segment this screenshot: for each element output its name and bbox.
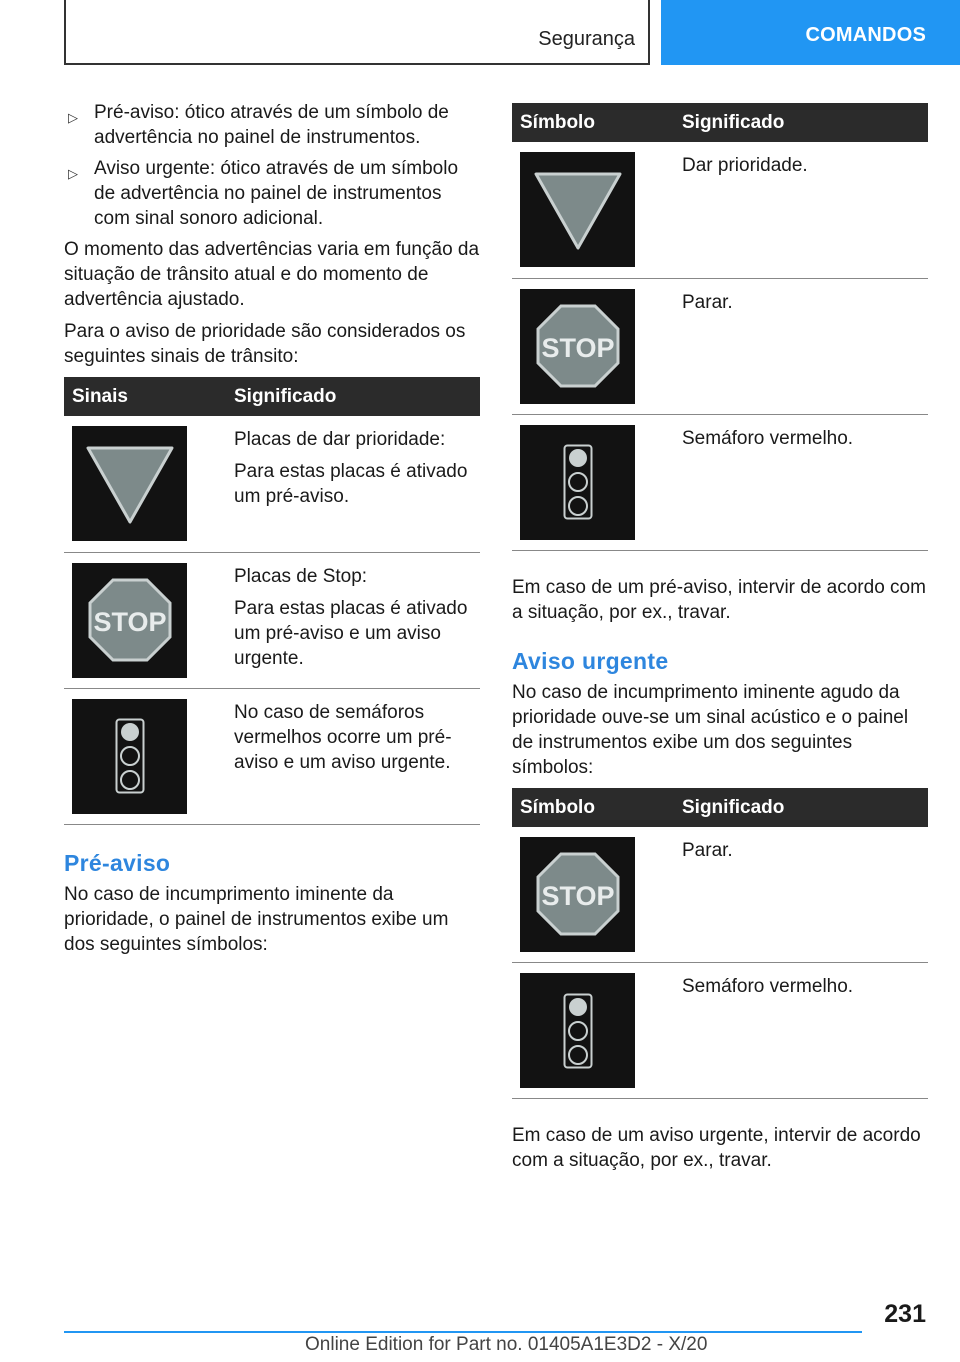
paragraph: O momento das advertências varia em função da situação de trânsito atual e do momento de advertência ajustado. [64,239,480,310]
paragraph: Em caso de um aviso urgente, intervir de acordo com a situação, por ex., travar. [512,1125,921,1171]
cell-text: Dar prioridade. [682,155,808,176]
stop-sign-text: STOP [540,881,615,911]
traffic-light-icon [520,973,635,1088]
urgent-warning-symbols-table [512,788,928,1100]
column-header: Significado [678,788,928,827]
table-row [512,963,928,1099]
column-header: Símbolo [512,788,678,827]
table-row [64,552,480,688]
bullet-triangle-icon: ▷ [68,166,78,181]
header-rule-left [64,0,66,65]
paragraph: Para o aviso de prioridade são considerados os seguintes sinais de trânsito: [64,321,466,367]
paragraph: No caso de incumprimento iminente da prioridade, o painel de instrumentos exibe um dos seguintes símbolos: [64,883,449,955]
yield-sign-icon [72,426,187,541]
traffic-light-icon [72,699,187,814]
header-rule-bottom [64,63,650,65]
stop-sign-icon [520,837,635,952]
table-header [512,103,928,142]
footer-edition: Online Edition for Part no. 01405A1E3D2 - X/20 [305,1334,708,1355]
traffic-light-icon [520,425,635,540]
footer-rule [64,1331,862,1333]
bullet-text: Aviso urgente: ótico através de um símbolo de advertência no painel de instrumentos com sinal sonoro adicional. [94,158,459,229]
column-header: Significado [678,103,928,142]
bullet-pre-warning [64,100,480,150]
cell-text: Semáforo vermelho. [682,427,854,449]
signs-table [64,377,480,825]
cell-text: Semáforo vermelho. [682,976,854,997]
table-header [64,377,480,416]
cell-text: Parar. [682,291,733,313]
bullet-triangle-icon: ▷ [68,110,78,125]
column-header: Símbolo [512,103,678,142]
section-heading-pre-warning: Pré-aviso [64,849,171,876]
table-row [512,827,928,963]
header-section-title: Segurança [538,28,635,50]
paragraph: Em caso de um pré-aviso, intervir de acordo com a situação, por ex., travar. [512,576,926,623]
column-header: Significado [230,377,480,416]
stop-sign-text: STOP [540,333,615,363]
table-header [512,788,928,827]
left-column [64,100,480,964]
column-header: Sinais [64,377,230,416]
stop-sign-text: STOP [92,607,167,637]
table-row [64,688,480,824]
cell-text: No caso de semáforos vermelhos ocorre um pré-aviso e um aviso urgente. [234,701,452,773]
cell-text: Para estas placas é ativado um pré-aviso e um aviso urgente. [234,597,468,669]
bullet-text: Pré-aviso: ótico através de um símbolo de advertência no painel de instrumentos. [94,102,449,148]
stop-sign-icon [520,289,635,404]
yield-sign-icon [520,152,635,267]
bullet-urgent-warning [64,156,480,231]
section-heading-urgent-warning: Aviso urgente [512,647,669,674]
cell-text: Placas de Stop: [234,565,368,587]
cell-text: Para estas placas é ativado um pré-aviso. [234,461,468,507]
paragraph: No caso de incumprimento iminente agudo da prioridade ouve-se um sinal acústico e o painel de instrumentos exibe um dos seguintes símbolos: [512,681,909,778]
cell-text: Parar. [682,839,733,861]
header-rule-right [648,0,650,65]
pre-warning-symbols-table [512,103,928,551]
table-row [512,278,928,414]
right-column [512,103,928,1180]
header-chapter-label: COMANDOS [805,24,926,46]
page-number: 231 [884,1300,926,1328]
table-row [64,416,480,552]
header-chapter-tab [661,0,960,65]
table-row [512,142,928,278]
cell-text: Placas de dar prioridade: [234,429,446,450]
stop-sign-icon [72,563,187,678]
table-row [512,414,928,550]
